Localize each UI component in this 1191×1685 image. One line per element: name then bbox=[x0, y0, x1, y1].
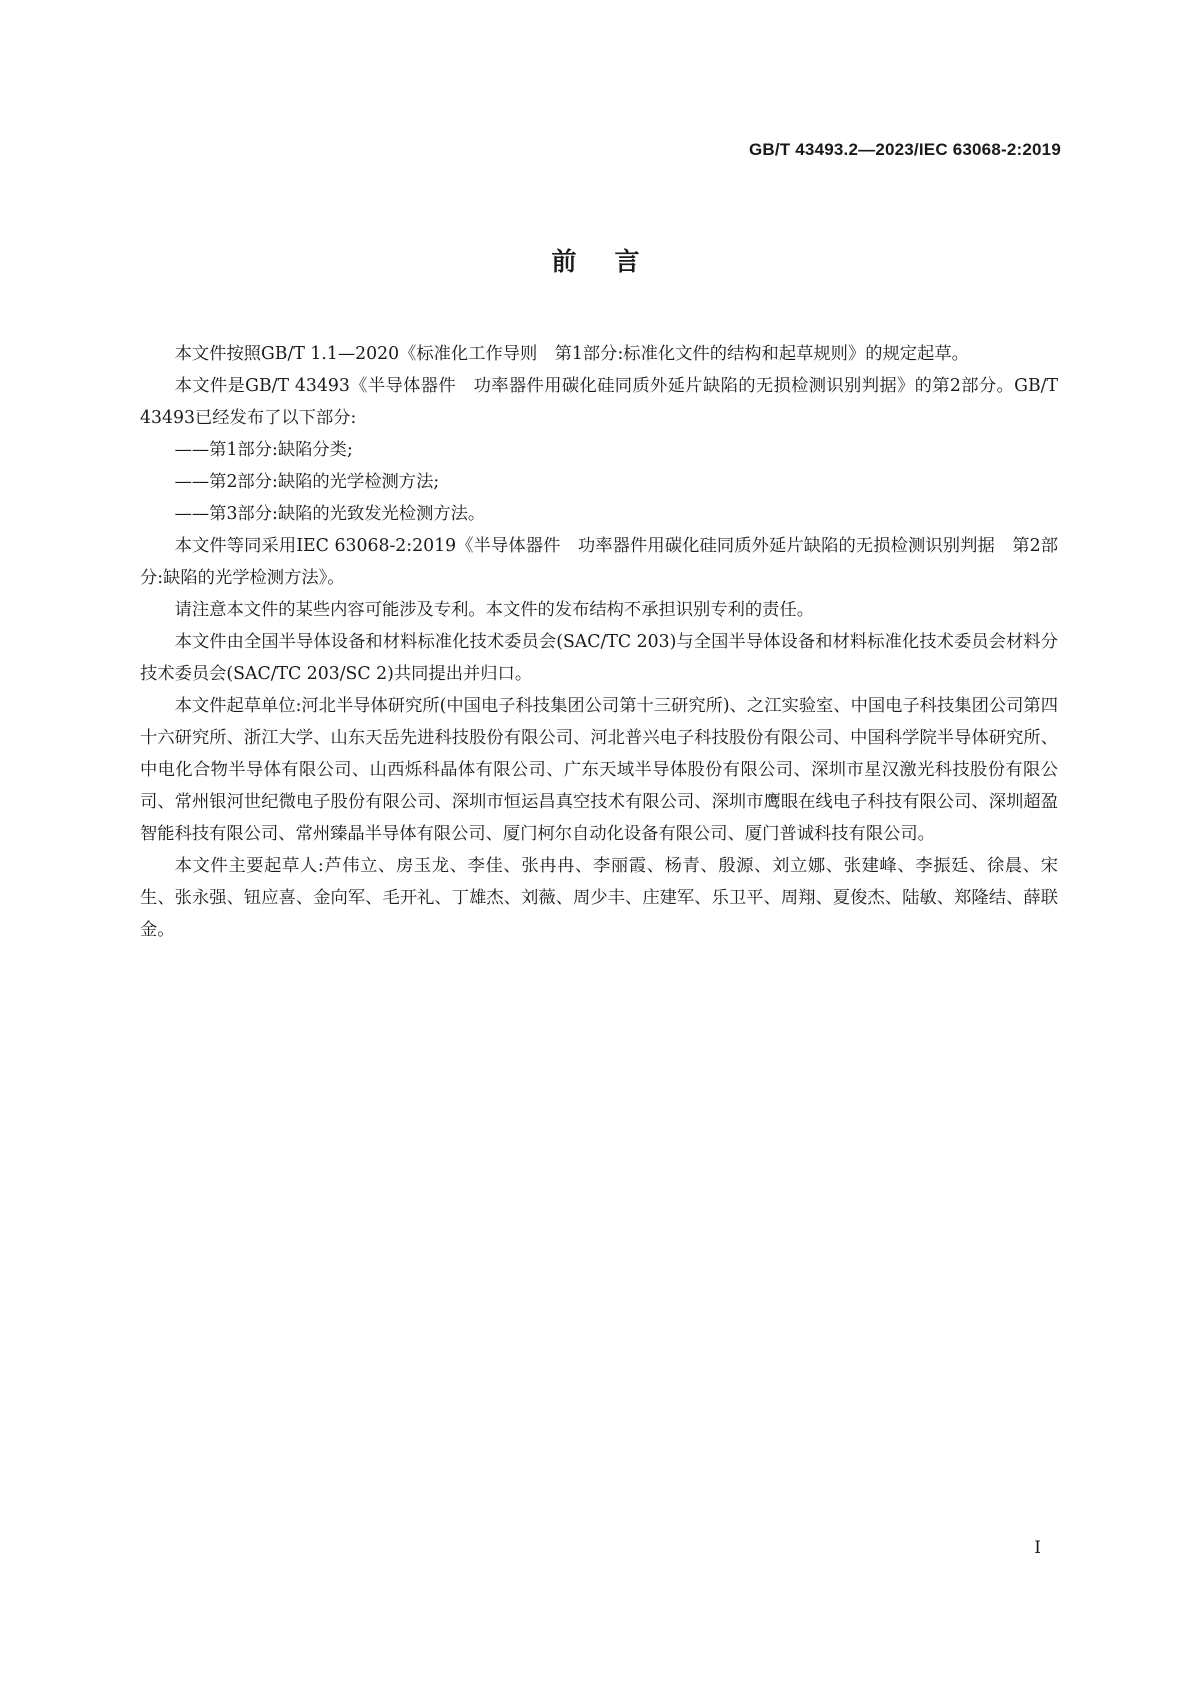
standard-code-header: GB/T 43493.2—2023/IEC 63068-2:2019 bbox=[748, 140, 1061, 159]
page-title: 前言 bbox=[551, 247, 678, 276]
paragraph-drafting-rules: 本文件按照GB/T 1.1—2020《标准化工作导则 第1部分:标准化文件的结构和起草规则》的规定起草。 bbox=[174, 344, 969, 364]
paragraph-iec-adoption: 本文件等同采用IEC 63068-2:2019《半导体器件 功率器件用碳化硅同质外延片缺陷的无损检测识别判据 第2部分:缺陷的光学检测方法》。 bbox=[140, 536, 1058, 588]
paragraph-proposer: 本文件由全国半导体设备和材料标准化技术委员会(SAC/TC 203)与全国半导体设备和材料标准化技术委员会材料分技术委员会(SAC/TC 203/SC 2)共同提出并归口。 bbox=[140, 632, 1058, 684]
paragraph-patent-notice: 请注意本文件的某些内容可能涉及专利。本文件的发布结构不承担识别专利的责任。 bbox=[174, 600, 815, 620]
list-item: ——第1部分:缺陷分类; bbox=[174, 440, 353, 460]
list-item: ——第3部分:缺陷的光致发光检测方法。 bbox=[174, 504, 486, 524]
paragraph-drafting-units: 本文件起草单位:河北半导体研究所(中国电子科技集团公司第十三研究所)、之江实验室、中国电子科技集团公司第四十六研究所、浙江大学、山东天岳先进科技股份有限公司、河北普兴电子科技股份有限公司、中国科学院半导体研究所、中电化合物半导体有限公司、山西烁科晶体有限公司、广东天域半导体股份有限公司、深圳市星汉激光科技股份有限公司、常州银河世纪微电子股份有限公司、深圳市恒运昌真空技术有限公司、深圳市鹰眼在线电子科技有限公司、深圳超盈智能科技有限公司、常州臻晶半导体有限公司、厦门柯尔自动化设备有限公司、厦门普诚科技有限公司。 bbox=[140, 696, 1058, 844]
preface-body bbox=[140, 338, 1058, 946]
paragraph-part-description: 本文件是GB/T 43493《半导体器件 功率器件用碳化硅同质外延片缺陷的无损检测识别判据》的第2部分。GB/T 43493已经发布了以下部分: bbox=[140, 376, 1058, 428]
list-item: ——第2部分:缺陷的光学检测方法; bbox=[174, 472, 440, 492]
paragraph-drafters: 本文件主要起草人:芦伟立、房玉龙、李佳、张冉冉、李丽霞、杨青、殷源、刘立娜、张建峰、李振廷、徐晨、宋生、张永强、钮应喜、金向军、毛开礼、丁雄杰、刘薇、周少丰、庄建军、乐卫平、周翔、夏俊杰、陆敏、郑隆结、薛联金。 bbox=[140, 856, 1058, 940]
page-number: I bbox=[1034, 1538, 1041, 1558]
